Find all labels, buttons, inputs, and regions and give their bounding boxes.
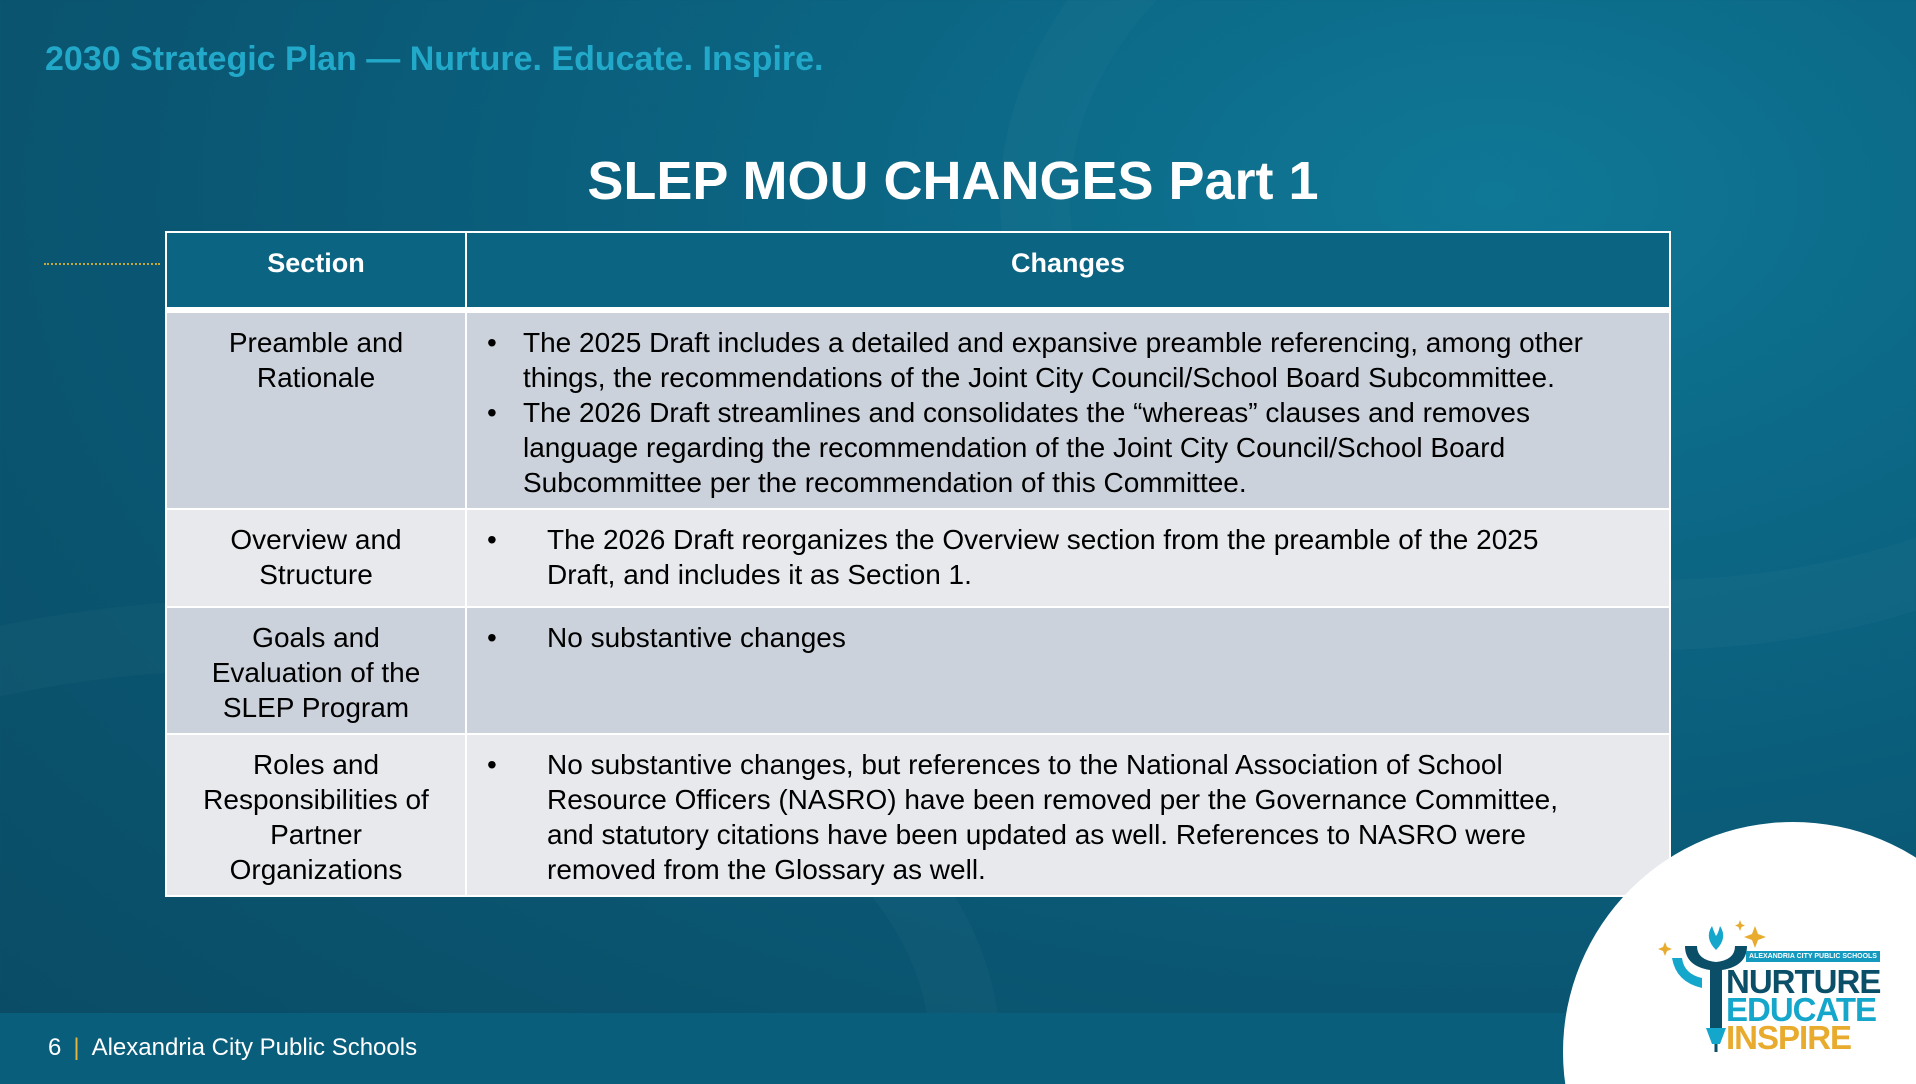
table-header-row <box>166 232 1670 310</box>
strategic-plan-tagline: 2030 Strategic Plan — Nurture. Educate. Inspire. <box>45 40 824 78</box>
logo-small-caption: ALEXANDRIA CITY PUBLIC SCHOOLS <box>1746 951 1880 962</box>
section-column-header: Section <box>166 232 466 310</box>
section-text: Structure <box>259 559 373 590</box>
section-text: Evaluation of the <box>211 657 421 688</box>
section-cell <box>166 509 466 607</box>
section-text: Organizations <box>229 854 403 885</box>
change-text: Draft, and includes it as Section 1. <box>547 559 972 590</box>
table-row <box>166 310 1670 509</box>
section-text: Goals and <box>252 622 380 653</box>
section-text: Overview and <box>230 524 402 555</box>
changes-cell <box>466 310 1670 509</box>
change-text: No substantive changes <box>547 622 846 653</box>
change-text: removed from the Glossary as well. <box>547 854 986 885</box>
change-text: The 2026 Draft streamlines and consolidates the “whereas” clauses and removes <box>523 397 1530 428</box>
organization-name: Alexandria City Public Schools <box>91 1034 418 1061</box>
changes-cell <box>466 509 1670 607</box>
bullet-mark: • <box>487 749 497 780</box>
footer-separator: | <box>73 1034 80 1061</box>
changes-cell <box>466 607 1670 734</box>
section-cell <box>166 310 466 509</box>
section-cell <box>166 607 466 734</box>
list-item <box>487 747 1639 887</box>
list-item <box>487 395 1639 500</box>
section-text: Roles and <box>252 749 380 780</box>
table-row <box>166 509 1670 607</box>
dotted-leader-line <box>44 263 160 265</box>
bullet-mark: • <box>487 397 497 428</box>
section-cell <box>166 734 466 896</box>
section-text: Responsibilities of <box>203 784 429 815</box>
changes-table <box>165 231 1671 897</box>
list-item <box>487 620 1639 655</box>
logo-word-inspire: INSPIRE <box>1726 1019 1852 1056</box>
bullet-mark: • <box>487 524 497 555</box>
change-text: The 2026 Draft reorganizes the Overview section from the preamble of the 2025 <box>547 524 1539 555</box>
page-number: 6 <box>48 1034 62 1061</box>
change-text: Subcommittee per the recommendation of this Committee. <box>523 467 1247 498</box>
change-text: Resource Officers (NASRO) have been removed per the Governance Committee, <box>547 784 1559 815</box>
change-text: No substantive changes, but references to the National Association of School <box>547 749 1503 780</box>
logo-word-nurture: NURTURE <box>1726 963 1881 1000</box>
changes-column-header: Changes <box>466 232 1670 310</box>
change-text: language regarding the recommendation of the Joint City Council/School Board <box>523 432 1506 463</box>
section-text: Partner <box>270 819 362 850</box>
table-row <box>166 734 1670 896</box>
footer-text <box>48 1034 417 1062</box>
change-text: and statutory citations have been updated as well. References to NASRO were <box>547 819 1526 850</box>
list-item <box>487 325 1639 395</box>
bullet-mark: • <box>487 622 497 653</box>
changes-cell <box>466 734 1670 896</box>
table-row <box>166 607 1670 734</box>
slide-title: SLEP MOU CHANGES Part 1 <box>587 151 1319 211</box>
section-text: Preamble and <box>228 327 404 358</box>
section-text: Rationale <box>256 362 376 393</box>
list-item <box>487 522 1639 592</box>
section-text: SLEP Program <box>222 692 410 723</box>
change-text: The 2025 Draft includes a detailed and expansive preamble referencing, among other <box>523 327 1583 358</box>
bullet-mark: • <box>487 327 497 358</box>
change-text: things, the recommendations of the Joint City Council/School Board Subcommittee. <box>523 362 1555 393</box>
logo-word-educate: EDUCATE <box>1726 991 1877 1028</box>
